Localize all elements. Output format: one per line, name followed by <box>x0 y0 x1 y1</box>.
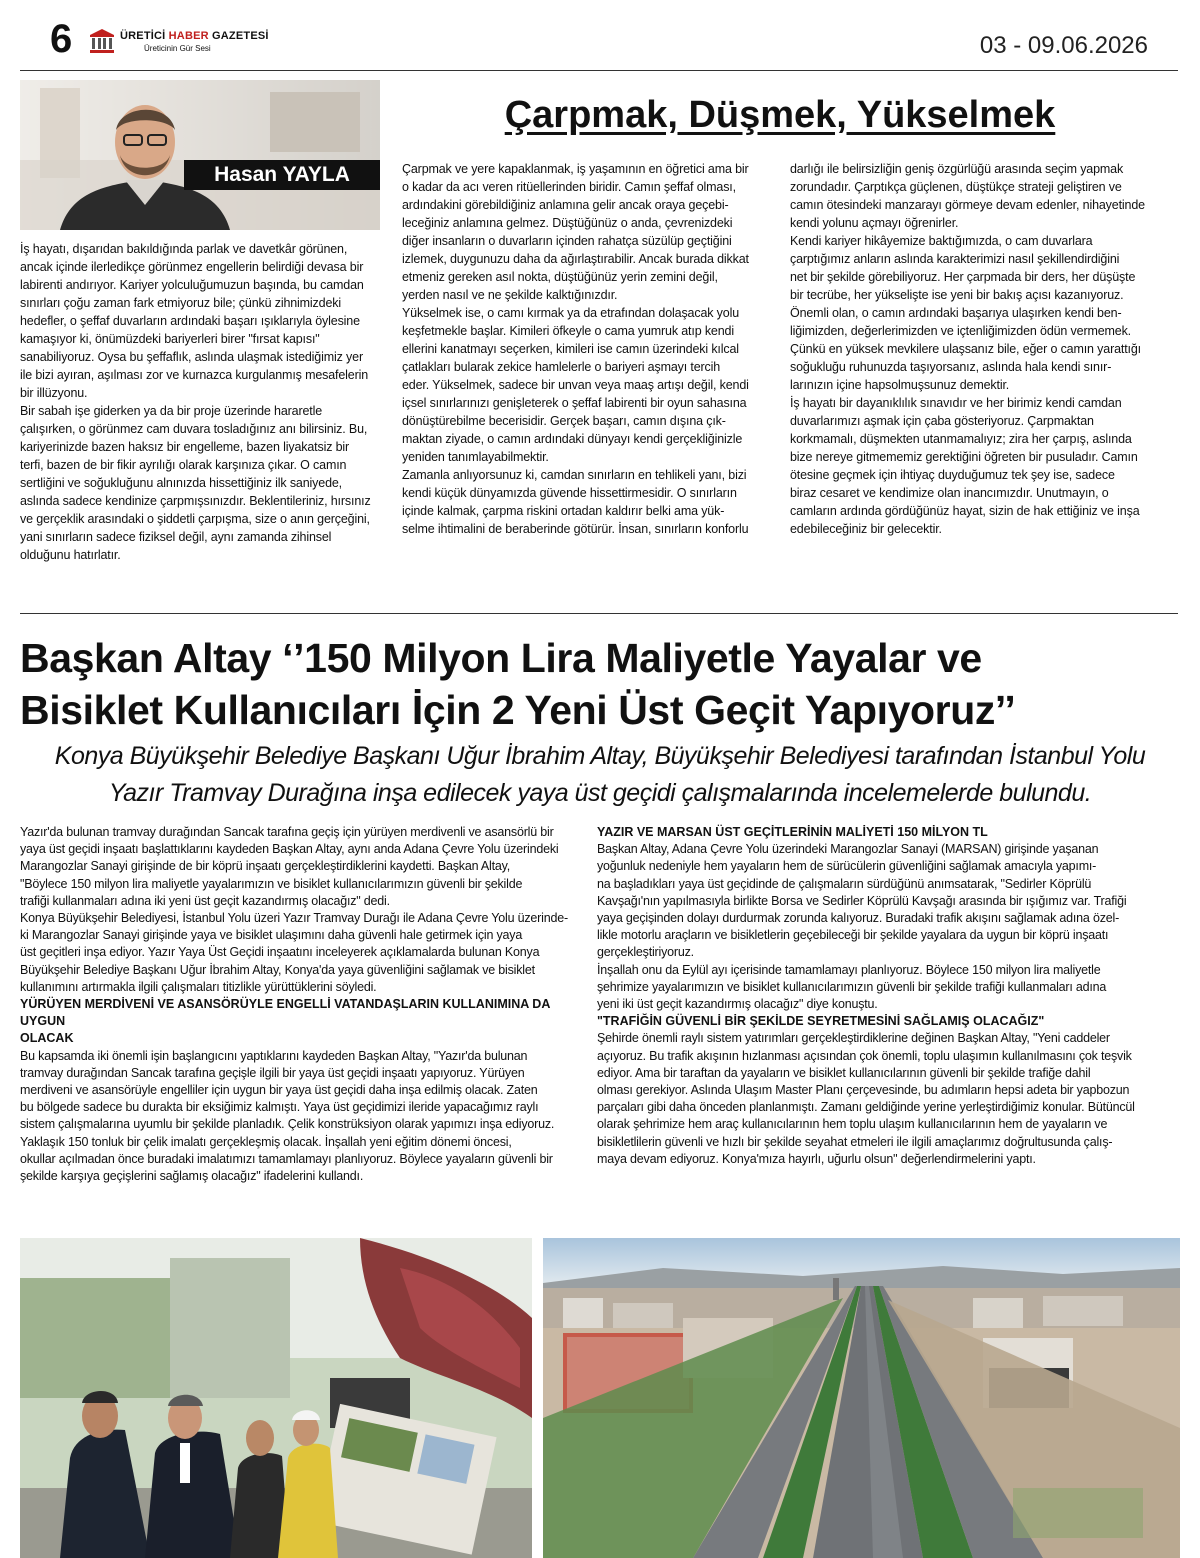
column-text-col3 <box>790 160 1156 538</box>
newspaper-tagline: Üreticinin Gür Sesi <box>144 44 211 53</box>
newspaper-name: ÜRETİCİ HABER GAZETESİ <box>120 30 269 42</box>
headline-line: Başkan Altay ‘’150 Milyon Lira Maliyetle Yayalar ve <box>20 635 982 681</box>
column-title: Çarpmak, Düşmek, Yükselmek <box>504 94 1056 136</box>
news-paragraph: Başkan Altay, Adana Çevre Yolu üzerindeki Marangozlar Sanayi (MARSAN) girişinde yaşanan yoğunluk nedeniyle hem yayaların hem de sürücülerin güvenliğini sağlamak amacıyla yapımı- na başladıkları yaya üst geçidinde de çalışmaların sürdüğünü anımsatarak, "Sedirler Köprülü Kavşağı'nın yapılmasıyla birlikte Borsa ve Sedirler Köprülü Kavşağı arasında bir ışığımız var. Trafiği yaya geçişinden dolayı durdurmak zorunda kalıyoruz. Buradaki trafik akışını sağlamak adına özel- likle motorlu araçların ve bisikletlerin geçebileceği bir şekilde yayalara da uygun bir köprü inşaatı gerçekleştiriyoruz. İnşallah onu da Eylül ayı içerisinde tamamlamayı planlıyoruz. Böylece 150 milyon lira maliyetle şehrimize yayalarımızın ve bisiklet kullanıcılarımızın güvenli bir şekilde trafiği kullanmaları adına yeni iki üst geçit kazandırmış olacağız" diye konuştu. <box>597 842 1127 1012</box>
news-subheading: YAZIR VE MARSAN ÜST GEÇİTLERİNİN MALİYETİ 150 MİLYON TL <box>597 825 988 839</box>
header-divider <box>20 70 1178 71</box>
issue-date: 03 - 09.06.2026 <box>979 32 1148 59</box>
column-paragraph: Yükselmek ise, o camı kırmak ya da etrafından dolaşacak yolu keşfetmekle başlar. Kimileri öfkeyle o cama yumruk atıp kendi ellerini kanatmayı seçerken, kimileri ise camın üzerindeki kılcal çatlakları bularak zekice hamlelerle o bariyeri aşmayı tercih eder. Yükselmek, sadece bir unvan veya maaş artışı değil, kendi içsel sınırlarınızı genişleterek o şeffaf labirenti bir oyun sahasına dönüştürebilme becerisidir. Gerçek başarı, camın dışına çık- maktan ziyade, o camın ardındaki dünyayı kendi gerçekliğinizle yeniden tanımlayabilmektir. <box>402 306 749 464</box>
photo-officials-inspection <box>20 1238 532 1558</box>
column-text-col1 <box>20 240 380 564</box>
news-headline <box>20 632 1180 736</box>
news-paragraph: Şehirde önemli raylı sistem yatırımları gerçekleştirdiklerine değinen Başkan Altay, "Yeni caddeler açıyoruz. Bu trafik akışının hızlanması açısından çok önemli, toplu ulaşımın kullanılmasını çok teşvik ediyor. Ama bir taraftan da yayaların ve bisiklet kullanıcılarının güvenli bir şekilde trafiğe dahil olması gerekiyor. Aslında Ulaşım Master Planı çerçevesinde, bu adımların hepsi adeta bir yapbozun parçaları gibi daha önceden planlanmıştı. Zamanı geldiğinde yerine yerleştirdiğimiz konular. Bütüncül olarak şehrimize hem araç kullanıcılarının hem toplu ulaşım kullanıcılarının hem de yayaların ve bisikletlilerin güvenli ve hızlı bir şekilde seyahat etmeleri ile ilgili amaçlarımız doğrultusunda çalış- maya devam ediyoruz. Konya'mıza hayırlı, uğurlu olsun" değerlendirmelerini yaptı. <box>597 1031 1135 1166</box>
news-subheading: YÜRÜYEN MERDİVENİ VE ASANSÖRÜYLE ENGELLİ VATANDAŞLARIN KULLANIMINA DA UYGUN OLACAK <box>20 997 550 1046</box>
column-paragraph: Kendi kariyer hikâyemize baktığımızda, o cam duvarlara çarptığımız anların aslında karakterimizi nasıl şekillendirdiğini net bir şekilde görebiliyoruz. Her çarpmada bir ders, her düşüşte bir tecrübe, her yükselişte ise yeni bir bakış açısı kazanıyoruz. Önemli olan, o camın ardındaki başarıya ulaşırken kendi ben- liğimizden, değerlerimizden ve içtenliğimizden ödün vermemek. Çünkü en yüksek mevkilere ulaşsanız bile, eğer o camın yarattığı soğukluğu ruhunuzda taşıyorsanız, aslında hala kendi sınır- larınızın içine hapsolmuşsunuz demektir. <box>790 234 1141 392</box>
news-subheading: "TRAFİĞİN GÜVENLİ BİR ŞEKİLDE SEYRETMESİNİ SAĞLAMIŞ OLACAĞIZ" <box>597 1014 1045 1029</box>
column-paragraph: Zamanla anlıyorsunuz ki, camdan sınırların en tehlikeli yanı, bizi kendi küçük dünyamızda güvende hissettirmesidir. O sınırların içinde kalmak, çarpma riskini ortadan kaldırır belki ama yük- selme ihtimalini de beraberinde götürür. İnsan, sınırların konforlu <box>402 468 749 536</box>
news-text-right <box>597 824 1157 1168</box>
newspaper-logo-icon <box>88 28 116 54</box>
news-paragraph: Bu kapsamda iki önemli işin başlangıcını yaptıklarını kaydeden Başkan Altay, "Yazır'da bulunan tramvay durağından Sancak tarafına geçişle ilgili bir yaya üst geçidi inşaatı yapıyoruz. Yürüyen merdiveni ve asansörüyle engelliler için uygun bir yaya üst geçidi daha inşa edilmiş olacak. Zaten bu bölgede sadece bu durakta bir eksiğimiz kalmıştı. Yaya üst geçidimizi ileride yapacağımız raylı sistem çalışmalarına uyumlu bir şekilde planladık. Çelik konstrüksiyon olarak yapımızı inşa ediyoruz. Yaklaşık 150 tonluk bir çelik imalatı gerçekleşmiş olacak. İnşallah yeni eğitim dönemi öncesi, okullar açılmadan önce buradaki imalatımızı tamamlamayı planlıyoruz. Böylece yayaların güvenli bir şekilde karşıya geçişlerini sağlamış olacağız" ifadelerini kullandı. <box>20 1048 555 1184</box>
column-paragraph: Çarpmak ve yere kapaklanmak, iş yaşamının en öğretici ama bir o kadar da acı veren ritüellerinden biridir. Camın şeffaf olması, ardındakini görebildiğiniz anlamına gelir ancak oraya geçebi- leceğiniz anlamına gelmez. Düştüğünüz o anda, çevrenizdeki diğer insanların o duvarların içinden rahatça süzülüp geçtiğini izlemek, duygunuzu daha da ağırlaştırabilir. Ancak burada dikkat etmeniz gereken asıl nokta, düştüğünüz yerin zemini değil, yerden nasıl ve ne şekilde kalktığınızdır. <box>402 162 749 302</box>
column-paragraph: İş hayatı bir dayanıklılık sınavıdır ve her birimiz kendi camdan duvarlarımızı aşmak için çaba gösteriyoruz. Çarpmaktan korkmamalı, düşmekten utanmamalıyız; zira her çarpış, aslında bize nereye gitmememiz gerektiğini öğreten bir pusuladır. Camın ötesine geçmek için ihtiyaç duyduğumuz tek şey ise, sadece biraz cesaret ve kendimize olan inancımızdır. Unutmayın, o camların ardında gördüğünüz hayat, sizin de hak ettiğiniz ve inşa edebileceğiniz bir gelecektir. <box>790 396 1140 536</box>
news-paragraph: Yazır'da bulunan tramvay durağından Sancak tarafına geçiş için yürüyen merdivenli ve asansörlü bir yaya üst geçidi inşaatı başlattıklarını kaydeden Başkan Altay, aynı anda Adana Çevre Yolu üzerindeki Marangozlar Sanayi girişinde de bir köprü inşaatı gerçekleştirdiklerini kaydetti. Başkan Altay, "Böylece 150 milyon lira maliyetle yayalarımızın ve bisiklet kullanıcılarımızın güvenli bir şekilde trafiği kullanmaları adına iki yeni üst geçit kazandırmış olacağız" dedi. Konya Büyükşehir Belediyesi, İstanbul Yolu üzeri Yazır Tramvay Durağı ile Adana Çevre Yolu üzerinde- ki Marangozlar Sanayi girişinde yaya ve bisiklet ulaşımını daha güvenli hale getirmek için yaya üst geçitleri inşa ediyor. Yazır Yaya Üst Geçidi inşaatını inceleyerek açıklamalarda bulunan Konya Büyükşehir Belediye Başkanı Uğur İbrahim Altay, Konya'da yaya güvenliğini sağlamak ve bisiklet kullanımını artırmakla ilgili çalışmaları titizlikle yürüttüklerini söyledi. <box>20 825 568 994</box>
column-text-col2 <box>402 160 762 538</box>
column-paragraph: İş hayatı, dışarıdan bakıldığında parlak ve davetkâr görünen, ancak içinde ilerledikçe görünmez engellerin belirdiği devasa bir labirenti andırıyor. Kariyer yolculuğumuzun başında, bu camdan sınırları çoğu zaman fark etmiyoruz bile; çünkü zihnimizdeki hedefler, o şeffaf duvarların ardındaki başarı ışıklarıyla öylesine kamaşıyor ki, önümüzdeki bariyerleri birer "fırsat kapısı" sanabiliyoruz. Oysa bu şeffaflık, aslında ulaşmak istediğimiz yer ile bizi ayıran, aşılması zor ve kurnazca kurgulanmış mesafelerin bir illüzyonu. <box>20 242 369 400</box>
column-paragraph: darlığı ile belirsizliğin geniş özgürlüğü arasında seçim yapmak zorundadır. Çarptıkça güçlenen, düştükçe strateji geliştiren ve camın ötesindeki manzarayı görmeye devam edenler, nihayetinde kendi yolunu açmayı öğrenirler. <box>790 162 1145 230</box>
news-text-left <box>20 824 580 1185</box>
photo-aerial-boulevard <box>543 1238 1180 1558</box>
author-photo <box>20 80 380 230</box>
page-number: 6 <box>50 17 73 61</box>
headline-line: Bisiklet Kullanıcıları İçin 2 Yeni Üst Geçit Yapıyoruz’’ <box>20 687 1016 733</box>
news-deck: Konya Büyükşehir Belediye Başkanı Uğur İbrahim Altay, Büyükşehir Belediyesi tarafından İstanbul Yolu Yazır Tramvay Durağına inşa edilecek yaya üst geçidi çalışmalarında incelemelerde bulundu. <box>54 742 1146 807</box>
column-paragraph: Bir sabah işe giderken ya da bir proje üzerinde hararetle çalışırken, o görünmez cam duvara tosladığınız anı bilirsiniz. Bu, kariyerinizde bazen haksız bir engelleme, bazen liyakatsiz bir terfi, bazen de bir fikir ayrılığı olarak karşınıza çıkar. O camın sertliğini ve soğukluğunu alnınızda hissettiğiniz ilk saniyede, aslında sadece kendinize çarpmışsınızdır. Beklentileriniz, hırsınız ve gerçeklik arasındaki o şiddetli çarpışma, size o anın gerçeğini, yani sınırların sadece fiziksel değil, aynı zamanda zihinsel olduğunu hatırlatır. <box>20 404 371 562</box>
section-divider <box>20 613 1178 614</box>
author-name: Hasan YAYLA <box>184 160 380 190</box>
